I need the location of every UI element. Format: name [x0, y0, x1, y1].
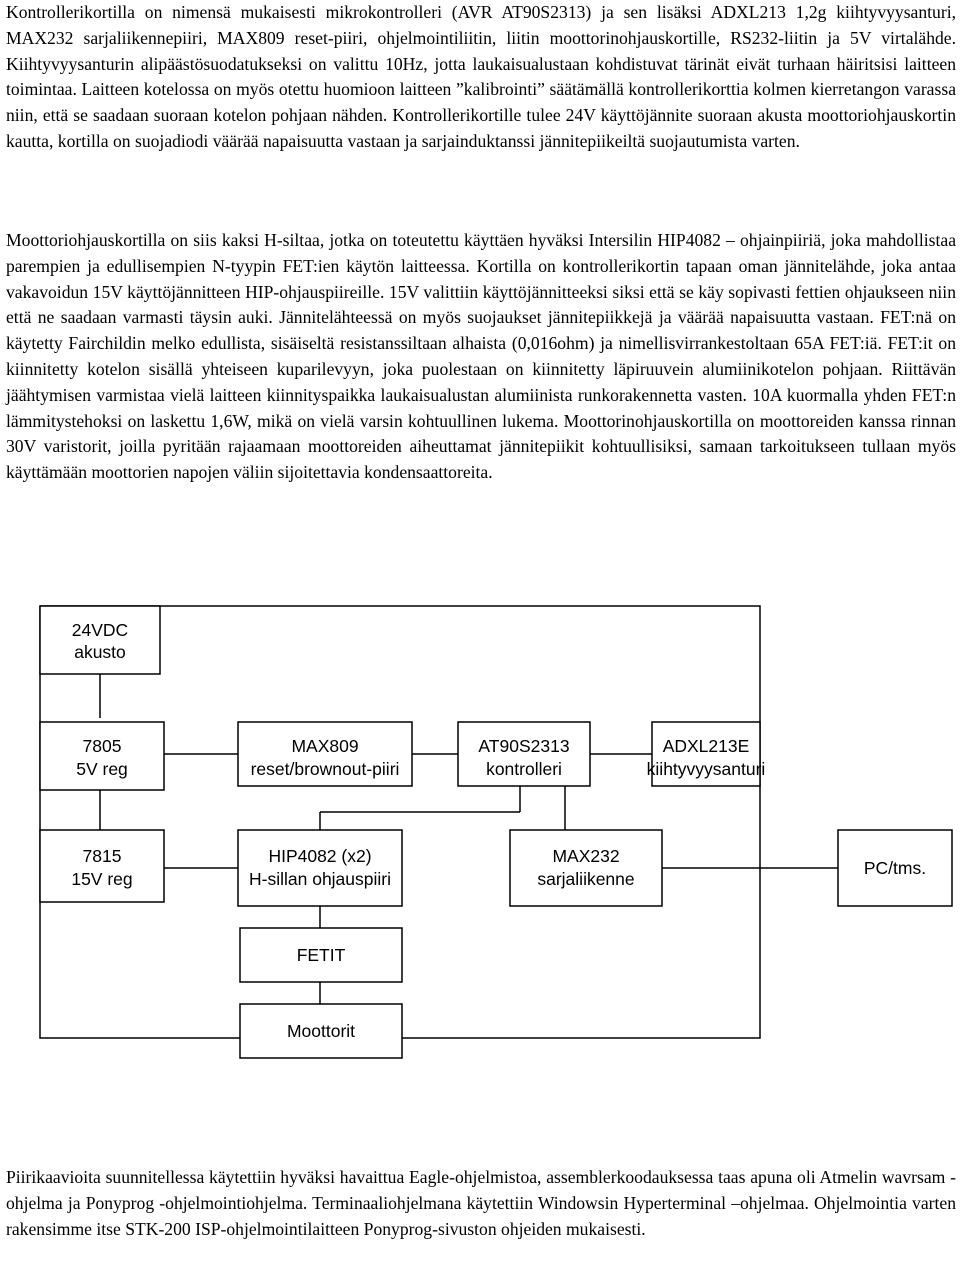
accelerometer-block: [647, 722, 766, 786]
reg5-label-2: 5V reg: [76, 759, 128, 779]
serial-interface-block: [510, 830, 662, 906]
h-bridge-driver-block: [238, 830, 402, 906]
microcontroller-block: [458, 722, 590, 786]
reg15-label-1: 7815: [82, 846, 122, 866]
pc-block: [838, 830, 952, 906]
block-diagram: [0, 590, 960, 1110]
regulator-5v-block: [40, 722, 164, 790]
hbridge-label-2: H-sillan ohjauspiiri: [249, 869, 391, 889]
paragraph-motor-control-card: Moottoriohjauskortilla on siis kaksi H-siltaa, jotka on toteutettu käyttäen hyväksi Intersilin HIP4082 – ohjainpiiriä, joka mahdollistaa parempien ja edullisempien N-tyypin FET:ien käytön laitteessa. Kortilla on kontrollerikortin tapaan oman jännitelähde, joka antaa vakavoidun 15V käyttöjännitteen HIP-ohjauspiireille. 15V valittiin käyttöjännitteeksi siksi että se käy sopivasti fettien ohjaukseen niin että ne saadaan varmasti täysin auki. Jännitelähteessä on myös suojaukset jännitepiikkejä ja väärää napaisuutta vastaan. FET:nä on käytetty Fairchildin melko edullista, sisäiseltä resistanssiltaan alhaista (0,016ohm) ja nimellisvirrankestoltaan 65A FET:iä. FET:it on kiinnitetty kotelon sisällä yhteiseen kuparilevyyn, joka puolestaan on kiinnitetty läpiruuvein alumiinikotelon pohjaan. Riittävän jäähtymisen varmistaa vielä laitteen kiinnityspaikka laukaisualustan alumiinista runkorakennetta vasten. 10A kuormalla yhden FET:n lämmitystehoksi on laskettu 1,6W, mikä on vielä varsin kohtuullinen lukema. Moottorinohjauskortilla on moottoreiden kanssa rinnan 30V varistorit, joilla pyritään rajaamaan moottoreiden aiheuttamat jännitepiikit kohtuullisiksi, samaan tarkoitukseen tullaan myös käyttämään moottorien napojen väliin sijoitettavia kondensaattoreita.: [6, 230, 956, 483]
reg15-label-2: 15V reg: [71, 869, 133, 889]
reg5-label-1: 7805: [82, 736, 122, 756]
serial-label-1: MAX232: [552, 846, 620, 866]
motors-block: [240, 1004, 402, 1058]
reset-circuit-block: [238, 722, 412, 786]
reset-label-2: reset/brownout-piiri: [250, 759, 400, 779]
fets-block: [240, 928, 402, 982]
accel-label-1: ADXL213E: [662, 736, 750, 756]
accel-label-2: kiihtyvyysanturi: [646, 759, 766, 779]
serial-label-2: sarjaliikenne: [537, 869, 635, 889]
pc-label: PC/tms.: [863, 858, 927, 878]
paragraph-software-tools: Piirikaavioita suunnitellessa käytettiin hyväksi havaittua Eagle-ohjelmistoa, assemblerkoodauksessa taas apuna oli Atmelin wavrsam -ohjelma ja Ponyprog -ohjelmointiohjelma. Terminaaliohjelmana käytettiin Windowsin Hyperterminal –ohjelmaa. Ohjelmointia varten rakensimme itse STK-200 ISP-ohjelmointilaitteen Ponyprog-sivuston ohjeiden mukaisesti.: [6, 1167, 956, 1239]
mcu-label-1: AT90S2313: [478, 736, 570, 756]
hbridge-label-1: HIP4082 (x2): [268, 846, 372, 866]
regulator-15v-block: [40, 830, 164, 902]
battery-block: [40, 606, 160, 674]
mcu-label-2: kontrolleri: [486, 759, 562, 779]
battery-label-1: 24VDC: [71, 620, 129, 640]
paragraph-controller-card: Kontrollerikortilla on nimensä mukaisesti mikrokontrolleri (AVR AT90S2313) ja sen lisäksi ADXL213 1,2g kiihtyvyysanturi, MAX232 sarjaliikennepiiri, MAX809 reset-piiri, ohjelmointiliitin, liitin moottorinohjauskortille, RS232-liitin ja 5V virtalähde. Kiihtyvyysanturin alipäästösuodatukseksi on valittu 10Hz, jotta laukaisualustaan kohdistuvat tärinät eivät turhaan häiritsisi laitteen toimintaa. Laitteen kotelossa on myös otettu huomioon laitteen ”kalibrointi” säätämällä kontrollerikorttia kolmen kierretangon varassa niin, että se saadaan suoraan kotelon pohjaan nähden. Kontrollerikortille tulee 24V käyttöjännite suoraan akusta moottoriohjauskortin kautta, kortilla on suojadiodi väärää napaisuutta vastaan ja sarjainduktanssi jännitepiikeiltä suojautumista varten.: [6, 2, 956, 151]
motors-label: Moottorit: [286, 1021, 356, 1041]
reset-label-1: MAX809: [291, 736, 359, 756]
fets-label: FETIT: [296, 945, 346, 965]
battery-label-2: akusto: [74, 642, 126, 662]
